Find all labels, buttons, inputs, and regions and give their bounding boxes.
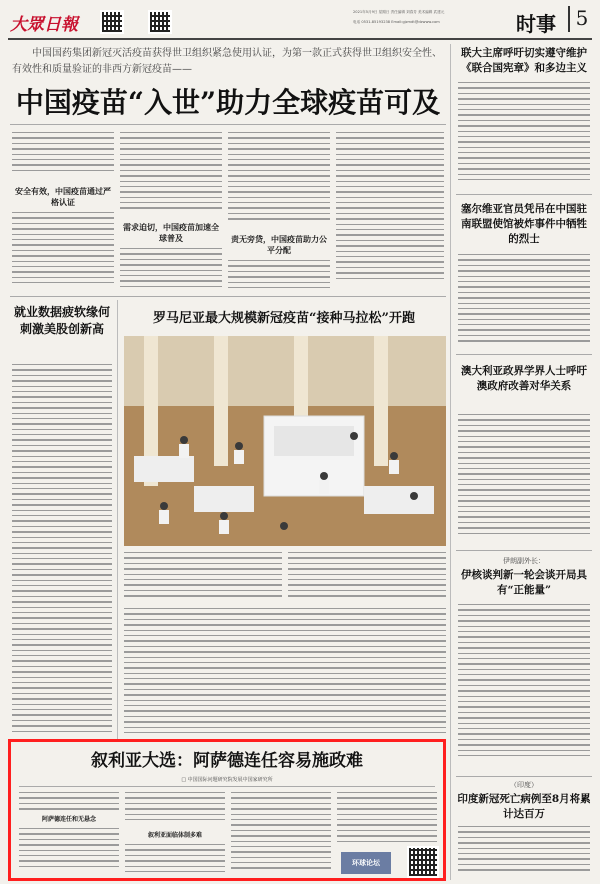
qr-code-icon — [148, 10, 172, 34]
date-line: 2021年5月9日 星期日 责任编辑 刘春芳 美术编辑 武建元 — [353, 10, 445, 14]
byline-text: 中国国际问题研究院发展中国家研究所 — [187, 777, 273, 783]
sidebar-iran-kicker: 伊朗副外长： — [503, 557, 545, 565]
column-badge: 环球论坛 — [341, 852, 391, 874]
highlighted-subhead: 阿萨德连任和无悬念 — [41, 816, 96, 823]
vaccination-hall-illustration — [124, 336, 446, 546]
highlighted-story-headline: 叙利亚大选：阿萨德连任容易施政难 — [91, 751, 363, 771]
sidebar-india-kicker: （印度） — [510, 781, 538, 789]
sidebar-top-headline: 联大主席呼吁切实遵守维护《联合国宪章》和多边主义 — [461, 47, 587, 74]
vaccination-hall-photo — [124, 336, 446, 546]
masthead — [8, 4, 592, 38]
highlighted-story-byline: □ 中国国际问题研究院发展中国家研究所 — [181, 777, 273, 783]
sidebar-india-headline: 印度新冠死亡病例至8月将累计达百万 — [457, 793, 591, 820]
lead-subhead: 责无旁贷，中国疫苗助力公平分配 — [231, 235, 327, 255]
lead-headline: 中国疫苗“入世”助力全球疫苗可及 — [15, 86, 441, 119]
sidebar-iran-headline: 伊核谈判新一轮会谈开局具有“正能量” — [461, 569, 587, 596]
qr-code-icon — [407, 846, 439, 878]
newspaper-logo: 大眾日報 — [10, 15, 78, 35]
lead-subhead: 安全有效，中国疫苗通过严格认证 — [15, 187, 111, 207]
left-story-headline: 就业数据疲软缘何刺激美股创新高 — [13, 305, 110, 336]
highlighted-subhead: 叙利亚面临体制多难 — [147, 832, 202, 839]
sidebar-lower-headline: 澳大利亚政界学界人士呼吁澳政府改善对华关系 — [461, 365, 587, 392]
lead-deck: 中国国药集团新冠灭活疫苗获得世卫组织紧急使用认证，为第一款正式获得世卫组织安全性、有效性和质量验证的非西方新冠疫苗—— — [12, 48, 442, 75]
section-title: 时事 — [516, 12, 556, 36]
lead-subhead: 需求迫切，中国疫苗加速全球普及 — [123, 223, 219, 243]
qr-code-icon — [100, 10, 124, 34]
contact-line: 电话 0531-85193238 Email:gjzmdt@dzwww.com — [353, 20, 440, 24]
highlighted-story[interactable] — [8, 739, 446, 881]
sidebar-middle-headline: 塞尔维亚官员凭吊在中国驻南联盟使馆被炸事件中牺牲的烈士 — [461, 203, 587, 245]
page-number: 5 — [568, 6, 594, 32]
photo-story-headline: 罗马尼亚最大规模新冠疫苗“接种马拉松”开跑 — [153, 311, 415, 326]
